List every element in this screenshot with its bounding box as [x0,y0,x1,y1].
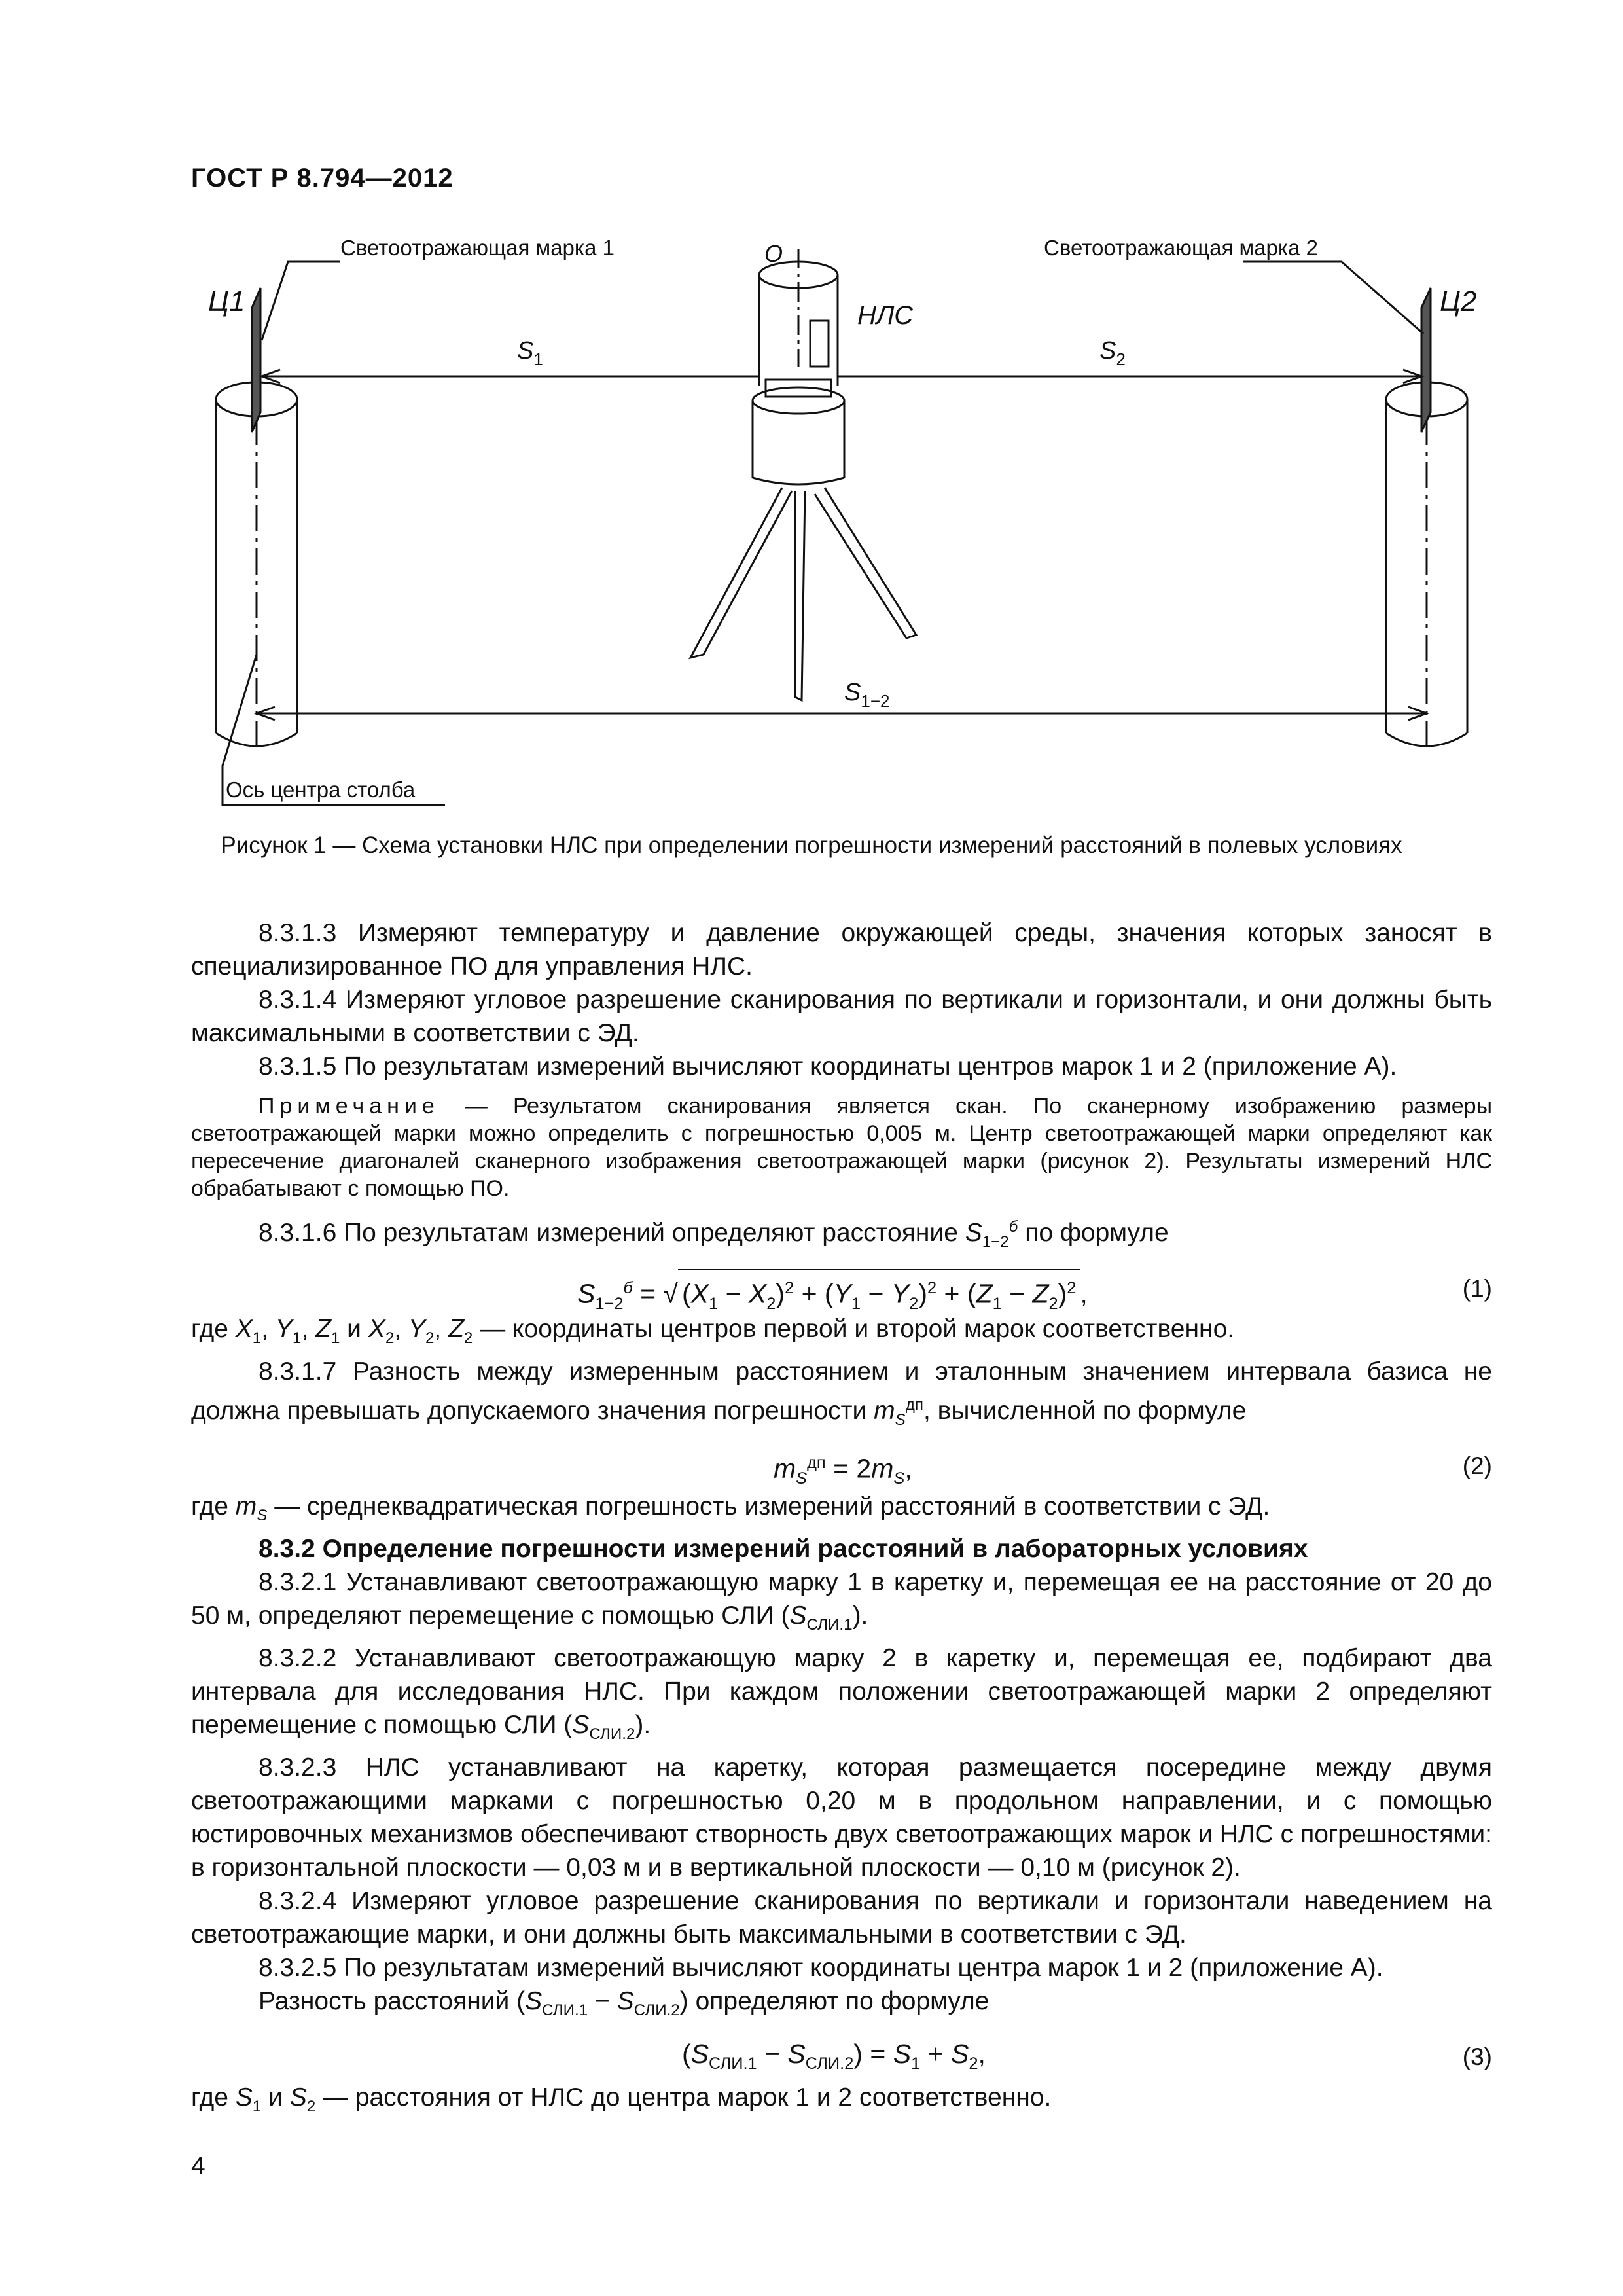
paragraph-8-3-1-6: 8.3.1.6 По результатам измерений определяют расстояние $S_{1-2}^б$ по формуле [259,1218,1169,1251]
paragraph-8-3-1-7: 8.3.1.7 Разность между измеренным расстоянием и эталонным значением интервала базиса не должна превышать допускаемого значения погрешности $m_S^{дп}$, вычисленной по формуле [191,1357,1492,1429]
label-mark-1: Светоотражающая марка 1 [340,236,615,260]
where-2: где $m_S$ — среднеквадратическая погрешность измерений расстояний в соответствии с ЭД. [191,1492,1270,1525]
left-pillar [216,382,297,753]
leader-mark-2 [1243,262,1423,334]
figure-scheme [0,0,1623,825]
formula-1-number: (1) [1462,1274,1492,1302]
paragraph-8-3-2-3: 8.3.2.3 НЛС устанавливают на каретку, которая размещается посередине между двумя светоотражающими марками с погрешностью 0,20 м в продольном направлении, и с помощью юстировочных механизмов обеспечивают створность двух светоотражающих марок и НЛС с погрешностями: в горизонтальной плоскости — 0,03 м и в вертикальной плоскости — 0,10 м (рисунок 2). [191,1753,1492,1882]
label-s1: $S_1$ [517,337,543,369]
formula-3: $(S_{СЛИ.1} - S_{СЛИ.2}) = S_1 + S_2$, (3) [682,2038,1492,2073]
paragraph-8-3-1-5: 8.3.1.5 По результатам измерений вычисляют координаты центров марок 1 и 2 (приложение А). [259,1052,1397,1081]
section-heading-8-3-2: 8.3.2 Определение погрешности измерений расстояний в лабораторных условиях [259,1535,1308,1564]
reflective-mark-2 [1421,288,1431,432]
formula-2-number: (2) [1462,1452,1492,1480]
paragraph-8-3-2-1: 8.3.2.1 Устанавливают светоотражающую марку 1 в каретку и, перемещая ее на расстояние от 20 до 50 м, определяют перемещение с помощью СЛИ $(S_{СЛИ.1})$. [191,1568,1492,1634]
label-c2: Ц2 [1440,285,1477,317]
label-c1: Ц1 [208,285,245,317]
where-3: где $S_1$ и $S_2$ — расстояния от НЛС до центра марок 1 и 2 соответственно. [191,2083,1052,2115]
paragraph-8-3-1-4: 8.3.1.4 Измеряют угловое разрешение сканирования по вертикали и горизонтали, и они должны быть максимальными в соответствии с ЭД. [191,986,1492,1047]
formula-3-number: (3) [1462,2043,1492,2070]
label-o: O [764,240,783,267]
reflective-mark-1 [252,288,260,432]
right-pillar [1386,382,1467,753]
paragraph-8-3-2-2: 8.3.2.2 Устанавливают светоотражающую марку 2 в каретку и, перемещая ее, подбирают два интервала для исследования НЛС. При каждом положении светоотражающей марки 2 определяют перемещение с помощью СЛИ $(S_{СЛИ.2})$. [191,1643,1492,1743]
main-text [191,916,1492,2123]
note-text: — Результатом сканирования является скан. По сканерному изображению размеры светоотражающей марки можно определить с погрешностью 0,005 м. Центр светоотражающей марки определяют как пересечение диагоналей сканерного изображения светоотражающей марки (рисунок 2). Результаты измерений НЛС обрабатывают с помощью ПО. [191,1094,1492,1201]
note [191,1092,1492,1202]
where-1: где $X_1$, $Y_1$, $Z_1$ и $X_2$, $Y_2$, $Z_2$ — координаты центров первой и второй марок соответственно. [191,1314,1235,1347]
document-header: ГОСТ Р 8.794—2012 [191,164,454,192]
figure-caption: Рисунок 1 — Схема установки НЛС при определении погрешности измерений расстояний в полевых условиях [221,833,1402,858]
label-s2: $S_2$ [1099,337,1126,369]
page-number: 4 [191,2152,205,2180]
label-s12: $S_{1-2}$ [844,679,890,711]
formula-2: $m_S^{дп} = 2m_S$, (2) [191,1436,1492,1490]
paragraph-8-3-2-4: 8.3.2.4 Измеряют угловое разрешение сканирования по вертикали и горизонтали наведением на светоотражающие марки, и они должны быть максимальными в соответствии с ЭД. [191,1886,1492,1948]
label-nls: НЛС [857,301,914,330]
note-label: Примечание [259,1094,440,1119]
label-axis: Ось центра столба [226,778,416,802]
paragraph-8-3-1-3: 8.3.1.3 Измеряют температуру и давление окружающей среды, значения которых заносят в специализированное ПО для управления НЛС. [191,919,1492,980]
paragraph-8-3-2-5: 8.3.2.5 По результатам измерений вычисляют координаты центра марок 1 и 2 (приложение А). [259,1953,1383,1982]
label-mark-2: Светоотражающая марка 2 [1044,236,1318,260]
leader-mark-1 [262,262,340,340]
paragraph-difference: Разность расстояний $(S_{СЛИ.1} - S_{СЛИ.2})$ определяют по формуле [259,1986,990,2019]
formula-1: $S_{1-2}^б$ = √ $(X_1 - X_2)^2 + (Y_1 - Y_2)^2 + (Z_1 - Z_2)^2$ , (1) [191,1259,1492,1312]
